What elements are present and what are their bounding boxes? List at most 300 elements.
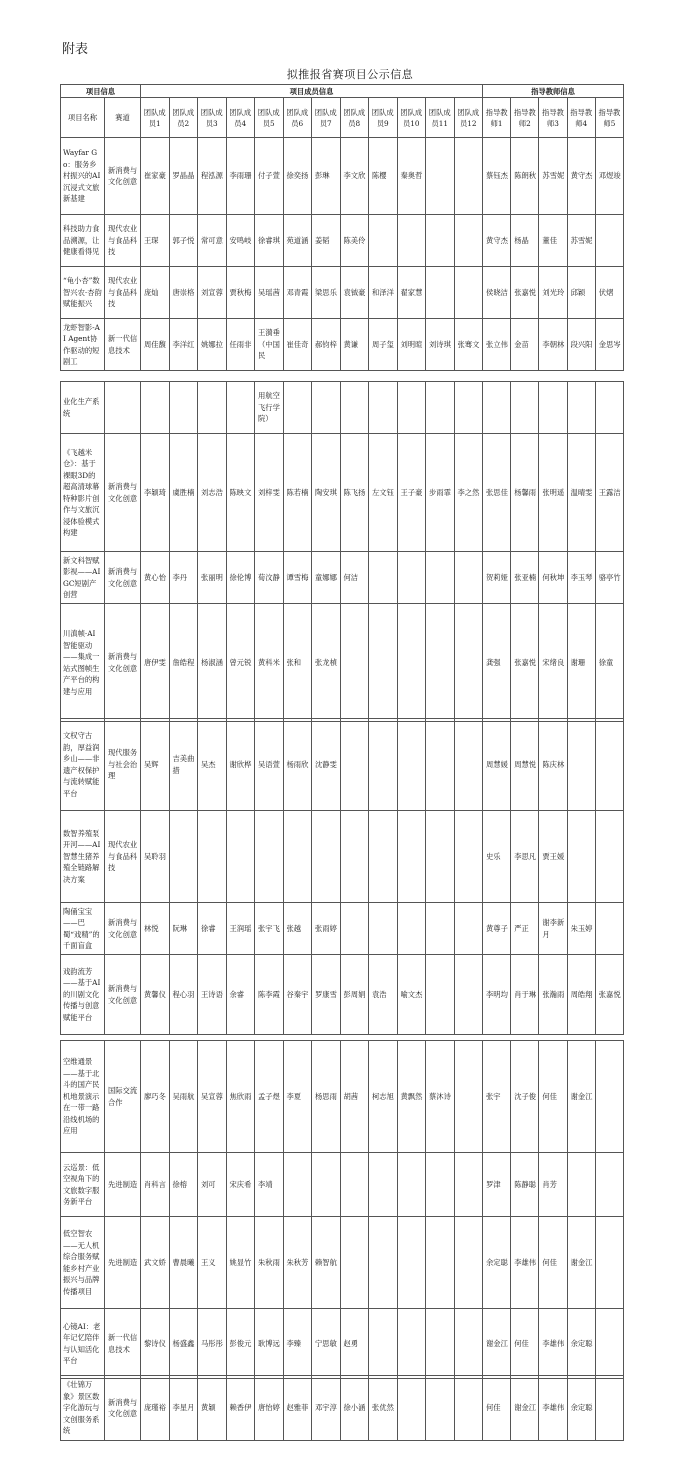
team-member-cell <box>426 903 455 955</box>
team-member-cell: 吴聆羽 <box>141 811 170 903</box>
teacher-cell: 史乐 <box>483 811 511 903</box>
teacher-cell <box>595 1376 623 1441</box>
team-member-cell: 张骞文 <box>454 319 483 371</box>
teacher-cell: 何秋坤 <box>539 552 567 604</box>
teacher-cell: 张嘉悦 <box>511 604 539 722</box>
team-member-cell <box>169 382 198 434</box>
team-member-cell: 庞灿 <box>141 267 170 319</box>
team-member-cell: 曾元锐 <box>226 604 255 722</box>
team-member-cell <box>454 1041 483 1153</box>
teacher-cell: 何佳 <box>539 1217 567 1309</box>
team-member-cell <box>369 719 398 811</box>
column-header: 团队成员7 <box>312 98 341 138</box>
team-member-cell <box>397 552 426 604</box>
team-member-cell: 李文欣 <box>340 138 369 215</box>
table-segment <box>60 381 624 722</box>
team-member-cell: 宋庆希 <box>226 1153 255 1217</box>
team-member-cell: 杨雨欣 <box>283 719 312 811</box>
teacher-cell <box>539 382 567 434</box>
project-name-cell: 新文科智赋影视——AIGC短剧产创营 <box>61 552 105 604</box>
project-name-cell: 业化生产系统 <box>61 382 105 434</box>
team-member-cell <box>226 811 255 903</box>
team-member-cell: 徐奕扬 <box>283 138 312 215</box>
teacher-cell <box>595 1217 623 1309</box>
teacher-cell: 肖芳 <box>539 1153 567 1217</box>
team-member-cell: 沈静雯 <box>312 719 341 811</box>
table-row <box>61 138 624 215</box>
team-member-cell: 吴瑶茜 <box>255 267 284 319</box>
team-member-cell <box>397 382 426 434</box>
table-row <box>61 267 624 319</box>
teacher-cell <box>595 811 623 903</box>
team-member-cell: 彭俊元 <box>226 1309 255 1379</box>
team-member-cell: 张越 <box>283 903 312 955</box>
team-member-cell: 耿博远 <box>255 1309 284 1379</box>
table-row <box>61 215 624 267</box>
team-member-cell: 李之然 <box>454 434 483 552</box>
team-member-cell: 李丹 <box>169 552 198 604</box>
team-member-cell: 庞瑾裕 <box>141 1376 170 1441</box>
teacher-cell: 谢金江 <box>567 1217 595 1309</box>
team-member-cell <box>369 811 398 903</box>
team-member-cell: 吴语萱 <box>255 719 284 811</box>
team-member-cell: 喻文杰 <box>397 955 426 1035</box>
table-row <box>61 903 624 955</box>
table-row <box>61 604 624 722</box>
team-member-cell: 王琛 <box>141 215 170 267</box>
teacher-cell: 张宇 <box>483 1041 511 1153</box>
team-member-cell <box>397 719 426 811</box>
team-member-cell: 陈若楠 <box>283 434 312 552</box>
team-member-cell: 唐崇格 <box>169 267 198 319</box>
column-header: 团队成员8 <box>340 98 369 138</box>
team-member-cell: 赵雅菲 <box>283 1376 312 1441</box>
team-member-cell: 黄心怡 <box>141 552 170 604</box>
track-cell: 现代农业与食品科技 <box>105 811 141 903</box>
team-member-cell <box>369 552 398 604</box>
team-member-cell <box>454 604 483 722</box>
team-member-cell: 和泽洋 <box>369 267 398 319</box>
teacher-cell <box>595 1153 623 1217</box>
team-member-cell <box>454 552 483 604</box>
teacher-cell: 罗津 <box>483 1153 511 1217</box>
team-member-cell: 谷秦宇 <box>283 955 312 1035</box>
team-member-cell: 王润瑶 <box>226 903 255 955</box>
teacher-cell: 谢珊 <box>567 604 595 722</box>
teacher-cell: 张明遥 <box>539 434 567 552</box>
team-member-cell: 蔡沐诗 <box>426 1041 455 1153</box>
team-member-cell: 赖香伊 <box>226 1376 255 1441</box>
team-member-cell: 郝钧梓 <box>312 319 341 371</box>
team-member-cell: 余睿 <box>226 955 255 1035</box>
teacher-cell: 骆亭竹 <box>595 552 623 604</box>
team-member-cell: 唐伊雯 <box>141 604 170 722</box>
teacher-cell: 黄守杰 <box>567 138 595 215</box>
team-member-cell <box>454 1376 483 1441</box>
team-member-cell: 程泓源 <box>198 138 227 215</box>
column-header: 团队成员2 <box>169 98 198 138</box>
project-name-cell: 川滇帧·AI智能驱动——集成一站式图帧生产平台的构建与应用 <box>61 604 105 722</box>
teacher-cell <box>595 382 623 434</box>
track-cell: 新消费与文化创意 <box>105 434 141 552</box>
column-header: 团队成员3 <box>198 98 227 138</box>
team-member-cell: 何洁 <box>340 552 369 604</box>
project-name-cell: 云巡景：低空视角下的文旅数字服务新平台 <box>61 1153 105 1217</box>
column-header: 团队成员9 <box>369 98 398 138</box>
teacher-cell: 邱颖 <box>567 267 595 319</box>
document-title: 拟推报省赛项目公示信息 <box>286 68 414 81</box>
track-cell: 新一代信息技术 <box>105 1309 141 1379</box>
team-member-cell: 黄飘然 <box>397 1041 426 1153</box>
table-segment <box>60 718 624 1035</box>
column-header: 团队成员6 <box>283 98 312 138</box>
team-member-cell <box>426 267 455 319</box>
teacher-cell: 黄尊子 <box>483 903 511 955</box>
table-row <box>61 955 624 1035</box>
track-cell: 新消费与文化创意 <box>105 138 141 215</box>
team-member-cell: 常可意 <box>198 215 227 267</box>
teacher-cell: 李雄伟 <box>539 1309 567 1379</box>
team-member-cell: 黄颖 <box>198 1376 227 1441</box>
team-member-cell: 徐睿琪 <box>255 215 284 267</box>
table-row <box>61 1041 624 1153</box>
team-member-cell <box>397 1309 426 1379</box>
team-member-cell <box>340 1217 369 1309</box>
team-member-cell: 陈映文 <box>226 434 255 552</box>
teacher-cell <box>595 903 623 955</box>
team-member-cell: 虞胜楠 <box>169 434 198 552</box>
table-row <box>61 1309 624 1379</box>
team-member-cell: 吴杰 <box>198 719 227 811</box>
team-member-cell: 王诗语 <box>198 955 227 1035</box>
team-member-cell: 用航空飞行学院） <box>255 382 284 434</box>
team-member-cell: 王子豪 <box>397 434 426 552</box>
team-member-cell <box>198 811 227 903</box>
team-member-cell: 徐小涵 <box>340 1376 369 1441</box>
team-member-cell <box>312 1153 341 1217</box>
project-name-cell: 空维通景——基于北斗的国产民机地景演示在一带一路沿线机场的应用 <box>61 1041 105 1153</box>
team-member-cell <box>369 382 398 434</box>
teacher-cell: 宋绪良 <box>539 604 567 722</box>
column-header: 赛道 <box>105 98 141 138</box>
team-member-cell: 李洋红 <box>169 319 198 371</box>
team-member-cell: 罗康雪 <box>312 955 341 1035</box>
team-info-group-header: 项目成员信息 <box>141 85 483 98</box>
teacher-cell: 苏雪妮 <box>567 215 595 267</box>
team-member-cell: 邓青霞 <box>283 267 312 319</box>
project-name-cell: 低空智农——无人机综合服务赋能乡村产业振兴与品牌传播项目 <box>61 1217 105 1309</box>
teacher-cell: 龚强 <box>483 604 511 722</box>
teacher-cell: 贺莉娅 <box>483 552 511 604</box>
table-row <box>61 1376 624 1441</box>
column-header: 指导教师1 <box>483 98 511 138</box>
teacher-cell <box>595 1041 623 1153</box>
column-header: 指导教师3 <box>539 98 567 138</box>
teacher-cell <box>511 382 539 434</box>
teacher-cell <box>595 215 623 267</box>
project-name-cell: 文权守古韵，厚益润乡山——非遗产权保护与流转赋能平台 <box>61 719 105 811</box>
teacher-cell: 周慧媛 <box>483 719 511 811</box>
project-name-cell: 《飞越米仓》：基于裸眼3D的超高清球幕特种影片创作与文旅沉浸体验模式构建 <box>61 434 105 552</box>
track-cell: 新消费与文化创意 <box>105 604 141 722</box>
team-member-cell <box>426 215 455 267</box>
team-member-cell: 李颖琦 <box>141 434 170 552</box>
team-member-cell: 袁钺豪 <box>340 267 369 319</box>
team-member-cell <box>397 1153 426 1217</box>
team-member-cell <box>397 1217 426 1309</box>
team-member-cell <box>426 1376 455 1441</box>
teacher-cell <box>567 1153 595 1217</box>
track-cell: 现代服务与社会治理 <box>105 719 141 811</box>
team-member-cell: 张优然 <box>369 1376 398 1441</box>
team-member-cell: 阮琳 <box>169 903 198 955</box>
team-member-cell <box>141 382 170 434</box>
team-member-cell: 张丽明 <box>198 552 227 604</box>
teacher-cell: 沈子俊 <box>511 1041 539 1153</box>
team-member-cell: 朱秋雨 <box>255 1217 284 1309</box>
team-member-cell: 柯志旭 <box>369 1041 398 1153</box>
teacher-cell: 李雄伟 <box>539 1376 567 1441</box>
team-member-cell <box>340 604 369 722</box>
team-member-cell: 黄谦 <box>340 319 369 371</box>
team-member-cell: 陈美伶 <box>340 215 369 267</box>
project-name-cell: “龟小杏”数智兴农·杏韵赋能振兴 <box>61 267 105 319</box>
team-member-cell <box>454 215 483 267</box>
team-member-cell: 周佳馥 <box>141 319 170 371</box>
team-member-cell: 安鸣岐 <box>226 215 255 267</box>
team-member-cell: 童娜娜 <box>312 552 341 604</box>
teacher-cell: 杨晶 <box>511 215 539 267</box>
team-member-cell: 程心羽 <box>169 955 198 1035</box>
team-member-cell <box>283 811 312 903</box>
team-member-cell: 李夏 <box>283 1041 312 1153</box>
team-member-cell <box>426 955 455 1035</box>
track-cell: 现代农业与食品科技 <box>105 267 141 319</box>
table-row <box>61 719 624 811</box>
team-member-cell: 任雨非 <box>226 319 255 371</box>
track-cell: 国际交流合作 <box>105 1041 141 1153</box>
team-member-cell: 黄科米 <box>255 604 284 722</box>
team-member-cell: 朱秋芳 <box>283 1217 312 1309</box>
teacher-cell: 张思佳 <box>483 434 511 552</box>
table-segment <box>60 1375 624 1441</box>
teacher-cell: 李朝林 <box>539 319 567 371</box>
track-cell <box>105 382 141 434</box>
teacher-cell: 何佳 <box>539 1041 567 1153</box>
teacher-cell: 严正 <box>511 903 539 955</box>
project-name-cell: 《壮锦万象》景区数字化游玩与文创服务系统 <box>61 1376 105 1441</box>
team-member-cell: 武文娇 <box>141 1217 170 1309</box>
team-member-cell <box>426 811 455 903</box>
table-row <box>61 1217 624 1309</box>
teacher-cell: 张瀚雨 <box>539 955 567 1035</box>
team-member-cell: 徐睿 <box>198 903 227 955</box>
team-member-cell <box>454 955 483 1035</box>
team-member-cell: 徐伦博 <box>226 552 255 604</box>
table-row <box>61 434 624 552</box>
project-name-cell: Wayfar Go：服务乡村振兴的AI沉浸式文旅新基建 <box>61 138 105 215</box>
team-member-cell: 梁思乐 <box>312 267 341 319</box>
team-member-cell <box>397 811 426 903</box>
column-header: 团队成员10 <box>397 98 426 138</box>
team-member-cell: 姜韬 <box>312 215 341 267</box>
team-member-cell: 姚娜拉 <box>198 319 227 371</box>
team-member-cell: 彭周娟 <box>340 955 369 1035</box>
team-member-cell: 吴辉 <box>141 719 170 811</box>
team-member-cell <box>312 811 341 903</box>
team-member-cell: 陶安琪 <box>312 434 341 552</box>
table-row <box>61 552 624 604</box>
teacher-cell: 陈朗秋 <box>511 138 539 215</box>
team-member-cell: 陈樱 <box>369 138 398 215</box>
column-header: 团队成员11 <box>426 98 455 138</box>
table-row <box>61 319 624 371</box>
team-member-cell <box>454 267 483 319</box>
team-member-cell: 孟子煜 <box>255 1041 284 1153</box>
team-member-cell <box>283 1153 312 1217</box>
team-member-cell: 胡茜 <box>340 1041 369 1153</box>
team-member-cell: 刘宣蓉 <box>198 267 227 319</box>
team-member-cell: 崔家豪 <box>141 138 170 215</box>
team-member-cell <box>454 719 483 811</box>
team-member-cell: 步雨霏 <box>426 434 455 552</box>
teacher-cell: 李玉琴 <box>567 552 595 604</box>
team-member-cell: 陈李霞 <box>255 955 284 1035</box>
teacher-cell: 何佳 <box>511 1309 539 1379</box>
team-member-cell <box>397 604 426 722</box>
team-member-cell: 秦奥哲 <box>397 138 426 215</box>
team-member-cell: 杨盛鑫 <box>169 1309 198 1379</box>
team-member-cell: 马彤彤 <box>198 1309 227 1379</box>
track-cell: 新消费与文化创意 <box>105 1376 141 1441</box>
column-header: 团队成员4 <box>226 98 255 138</box>
team-member-cell: 赵勇 <box>340 1309 369 1379</box>
teacher-cell: 金苗 <box>511 319 539 371</box>
teacher-cell: 段兴阳 <box>567 319 595 371</box>
team-member-cell <box>426 604 455 722</box>
team-member-cell <box>340 903 369 955</box>
team-member-cell: 彭琳 <box>312 138 341 215</box>
teacher-cell: 黄守杰 <box>483 215 511 267</box>
team-member-cell <box>312 382 341 434</box>
team-member-cell: 廖巧冬 <box>141 1041 170 1153</box>
project-info-group-header: 项目信息 <box>61 85 141 98</box>
column-header: 项目名称 <box>61 98 105 138</box>
table-row <box>61 1153 624 1217</box>
project-name-cell: 龙虾智影-AI Agent协作驱动的短剧工 <box>61 319 105 371</box>
team-member-cell <box>397 1376 426 1441</box>
team-member-cell: 唐怡婷 <box>255 1376 284 1441</box>
teacher-cell: 王露洁 <box>595 434 623 552</box>
team-member-cell: 杨思雨 <box>312 1041 341 1153</box>
team-member-cell: 刘诗琪 <box>426 319 455 371</box>
track-cell: 先进制造 <box>105 1153 141 1217</box>
column-header: 团队成员12 <box>454 98 483 138</box>
column-header: 指导教师5 <box>595 98 623 138</box>
team-member-cell: 张宇飞 <box>255 903 284 955</box>
teacher-cell: 陈庆林 <box>539 719 567 811</box>
teacher-cell: 张嘉悦 <box>595 955 623 1035</box>
team-member-cell: 刘可 <box>198 1153 227 1217</box>
teacher-cell: 蔡钰杰 <box>483 138 511 215</box>
teacher-cell: 苏雪妮 <box>539 138 567 215</box>
teacher-cell: 董佳 <box>539 215 567 267</box>
team-member-cell <box>369 604 398 722</box>
team-member-cell <box>340 811 369 903</box>
track-cell: 新消费与文化创意 <box>105 903 141 955</box>
team-member-cell: 陈飞扬 <box>340 434 369 552</box>
team-member-cell <box>454 382 483 434</box>
teacher-cell: 肖于琳 <box>511 955 539 1035</box>
team-member-cell: 徐榕 <box>169 1153 198 1217</box>
teacher-cell: 温晴雯 <box>567 434 595 552</box>
track-cell: 新一代信息技术 <box>105 319 141 371</box>
teacher-cell: 侯晓洁 <box>483 267 511 319</box>
team-member-cell: 杨淑涵 <box>198 604 227 722</box>
project-name-cell: 戏韵流芳——基于AI的川剧文化传播与创意赋能平台 <box>61 955 105 1035</box>
track-cell: 现代农业与食品科技 <box>105 215 141 267</box>
team-member-cell <box>454 1217 483 1309</box>
teacher-cell: 周皓翔 <box>567 955 595 1035</box>
team-member-cell: 黎诗仪 <box>141 1309 170 1379</box>
team-member-cell: 张龙楨 <box>312 604 341 722</box>
team-member-cell: 吴宣蓉 <box>198 1041 227 1153</box>
teacher-cell: 谢金江 <box>511 1376 539 1441</box>
teacher-cell: 谢金江 <box>483 1309 511 1379</box>
teacher-cell: 朱玉婷 <box>567 903 595 955</box>
team-member-cell: 宁思敏 <box>312 1309 341 1379</box>
team-member-cell: 王漪垂（中国民 <box>255 319 284 371</box>
team-member-cell <box>340 1153 369 1217</box>
team-member-cell: 谢欣桦 <box>226 719 255 811</box>
teacher-cell: 余定聪 <box>567 1309 595 1379</box>
team-member-cell <box>454 1153 483 1217</box>
team-member-cell: 林悦 <box>141 903 170 955</box>
team-member-cell <box>255 811 284 903</box>
team-member-cell: 周子玺 <box>369 319 398 371</box>
team-member-cell <box>426 552 455 604</box>
team-member-cell <box>340 719 369 811</box>
team-member-cell: 黄馨仪 <box>141 955 170 1035</box>
team-member-cell: 刘明暄 <box>397 319 426 371</box>
teacher-cell <box>567 811 595 903</box>
teacher-cell <box>567 382 595 434</box>
team-member-cell: 吴雨航 <box>169 1041 198 1153</box>
teacher-cell: 余定聪 <box>483 1217 511 1309</box>
teacher-cell: 谢金江 <box>567 1041 595 1153</box>
track-cell: 新消费与文化创意 <box>105 552 141 604</box>
team-member-cell: 李臻 <box>283 1309 312 1379</box>
table-segment <box>60 1040 624 1379</box>
team-member-cell <box>426 719 455 811</box>
table-segment <box>60 84 624 371</box>
team-member-cell: 张和 <box>283 604 312 722</box>
teacher-cell: 李明均 <box>483 955 511 1035</box>
team-member-cell: 贾秋梅 <box>226 267 255 319</box>
project-name-cell: 数智养殖泵开河——AI智慧生猪养殖全链路解决方案 <box>61 811 105 903</box>
team-member-cell: 左文钰 <box>369 434 398 552</box>
team-member-cell <box>454 1309 483 1379</box>
teacher-cell <box>595 719 623 811</box>
team-member-cell: 荀汶静 <box>255 552 284 604</box>
team-member-cell <box>198 382 227 434</box>
team-member-cell: 罗晶晶 <box>169 138 198 215</box>
team-member-cell: 张雨婷 <box>312 903 341 955</box>
team-member-cell <box>369 903 398 955</box>
team-member-cell <box>369 1153 398 1217</box>
track-cell: 新消费与文化创意 <box>105 955 141 1035</box>
teacher-cell: 杨馨雨 <box>511 434 539 552</box>
